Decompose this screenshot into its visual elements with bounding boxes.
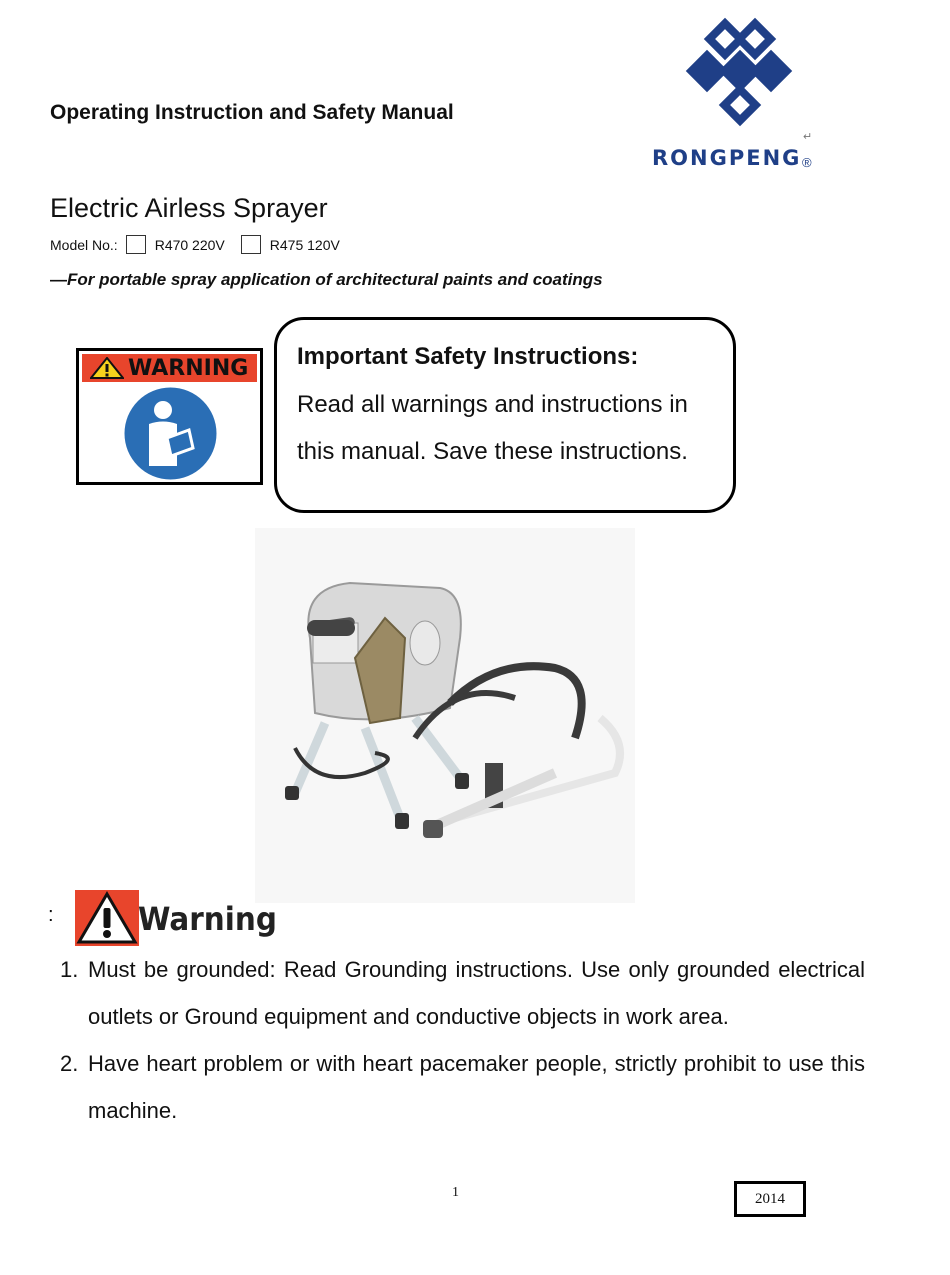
- registered-mark: ®: [802, 155, 812, 170]
- warning-list: [60, 946, 865, 1134]
- return-mark: ↵: [803, 131, 813, 143]
- model-checkbox-r475[interactable]: [241, 235, 261, 254]
- warning-sign-header: [82, 354, 257, 382]
- list-item-text: Must be grounded: Read Grounding instructions. Use only grounded electrical outlets or Ground equipment and conductive objects in work area.: [88, 957, 865, 1029]
- list-item: [60, 946, 865, 1040]
- list-item-number: 1.: [60, 957, 79, 982]
- warning-prefix: :: [48, 904, 54, 926]
- model-label: Model No.:: [50, 236, 118, 253]
- list-item-text: Have heart problem or with heart pacemaker people, strictly prohibit to use this machine.: [88, 1051, 865, 1123]
- page-number: 1: [452, 1185, 459, 1200]
- read-manual-icon: [123, 386, 218, 481]
- list-item-number: 2.: [60, 1051, 79, 1076]
- safety-heading: Important Safety Instructions:: [297, 343, 639, 370]
- subtitle-text: For portable spray application of architectural paints and coatings: [67, 270, 603, 289]
- model-row: [50, 235, 340, 254]
- warning-label: Warning: [138, 900, 277, 938]
- model-option-r475: R475 120V: [269, 236, 340, 253]
- product-title: Electric Airless Sprayer: [50, 193, 328, 223]
- warning-sign: [76, 348, 263, 485]
- sprayer-product-image: [255, 528, 635, 903]
- list-item: [60, 1040, 865, 1134]
- model-option-r470: R470 220V: [154, 236, 225, 253]
- subtitle-dash: —: [50, 270, 67, 289]
- hazard-triangle-icon: [90, 357, 124, 379]
- manual-title: Operating Instruction and Safety Manual: [50, 101, 454, 124]
- warning-sign-label: WARNING: [128, 356, 249, 381]
- brand-name: RONGPENG: [652, 146, 802, 170]
- year-box: 2014: [734, 1181, 806, 1217]
- model-checkbox-r470[interactable]: [126, 235, 146, 254]
- warning-exclamation-icon: [75, 890, 139, 946]
- safety-line-2: this manual. Save these instructions.: [297, 438, 688, 465]
- subtitle: [50, 270, 603, 290]
- safety-line-1: Read all warnings and instructions in: [297, 391, 688, 418]
